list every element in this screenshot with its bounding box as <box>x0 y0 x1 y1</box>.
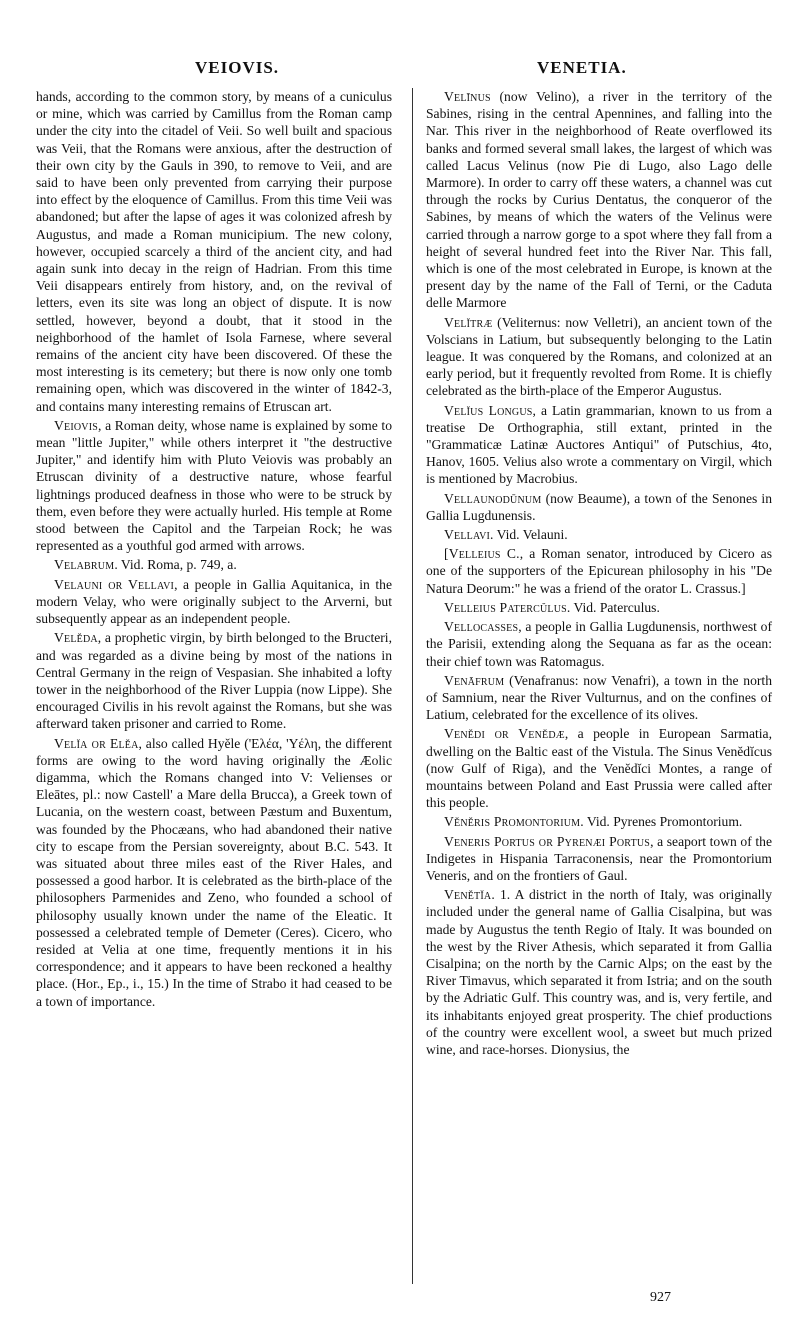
dictionary-entry <box>426 813 772 830</box>
entry-headword: Velĭus Longus <box>444 402 533 418</box>
dictionary-entry <box>426 88 772 312</box>
entry-text: , a Latin grammarian, known to us from a treatise De Orthographia, still extant, printed in the "Grammaticæ Latinæ Auctores Antiqui" of Putschius, 4to, Hanov, 1605. Velius also wrote a commentary on Virgil, which is mentioned by Macrobius. <box>426 402 772 487</box>
entry-headword: [Velleius C. <box>444 546 520 562</box>
dictionary-entry <box>36 556 392 573</box>
entry-text: (Veliternus: now Velletri), an ancient town of the Volscians in Latium, but subsequently belonging to the Latin league. It was conquered by the Romans, and colonized at an early period, but it frequently revolted from Rome. It is chiefly celebrated as the birth-place of the Emperor Augustus. <box>426 314 772 399</box>
text-columns <box>36 88 772 1298</box>
entry-headword: Velleius Patercŭlus <box>444 599 567 615</box>
entry-headword: Vellocasses <box>444 619 519 635</box>
dictionary-entry <box>426 618 772 670</box>
entry-text: (Venafranus: now Venafri), a town in the north of Samnium, near the River Vulturnus, and on the confines of Latium, celebrated for the excellence of its olives. <box>426 672 772 723</box>
dictionary-entry <box>36 629 392 732</box>
entry-headword: Velabrum <box>54 557 115 573</box>
entry-text: , also called Hyĕle ('Ελέα, 'Υέλη, the different forms are owing to the word having originally the Æolic digamma, which the Romans changed into V: Velienses or Eleātes, pl.: now Castell' a Mare della Brucca), a Greek town of Lucania, on the western coast, between Pæstum and Buxentum, was founded by the Phocæans, who had abandoned their native city to escape from the Persian sovereignty, about B.C. 543. It was situated about three miles east of the River Hales, and possessed a good harbor. It is celebrated as the birth-place of the philosophers Parmenides and Zeno, who founded a school of philosophy usually known under the name of the Eleatic. It possessed a celebrated temple of Demeter (Ceres). Cicero, who resided at Velia at one time, frequently mentions it in his correspondence; and it appears to have been reckoned a healthy place. (Hor., Ep., i., 15.) In the time of Strabo it had ceased to be a town of importance. <box>36 735 392 1009</box>
dictionary-entry <box>36 417 392 555</box>
dictionary-entry <box>426 833 772 885</box>
entry-text: , a people in Gallia Aquitanica, in the modern Velay, who were originally subject to the Arverni, but subsequently appear as an independent people. <box>36 576 393 627</box>
right-column <box>426 88 772 1060</box>
entry-text: , a people in Gallia Lugdunensis, northwest of the Parisii, extending along the Sequana as far as the ocean: their chief town was Ratomagus. <box>426 619 772 669</box>
dictionary-entry <box>36 735 392 1010</box>
dictionary-entry <box>426 526 772 543</box>
running-head-right: VENETIA. <box>537 58 627 77</box>
entry-headword: Vellaunodūnum <box>444 490 542 506</box>
entry-text: . Vid. Velauni. <box>490 527 568 543</box>
entry-headword: Venĕtĭa <box>444 887 492 903</box>
entry-text: . Vid. Roma, p. 749, a. <box>114 557 237 573</box>
left-column <box>36 88 392 1012</box>
entry-headword: Vĕnĕris Promontorium <box>444 814 581 830</box>
dictionary-entry <box>426 886 772 1058</box>
entry-text: , a Roman senator, introduced by Cicero as one of the supporters of the Epicurean philosophy in his "De Natura Deorum:" he was a friend of the orator L. Crassus.] <box>426 546 772 596</box>
page-number: 927 <box>650 1290 671 1305</box>
entry-headword: Venĕdi or Venĕdæ <box>444 726 565 742</box>
entry-headword: Velĭa or Elĕa <box>54 735 139 751</box>
entry-headword: Veneris Portus or Pyrenæi Portus <box>444 833 651 849</box>
dictionary-entry <box>426 314 772 400</box>
dictionary-entry <box>426 599 772 616</box>
running-head-left: VEIOVIS. <box>195 58 280 77</box>
entry-text: . 1. A district in the north of Italy, was originally included under the general name of Gallia Cisalpina, but was made by Augustus the tenth Regio of Italy. It was bounded on the west by the River Athesis, which separated it from Gallia Cisalpina; on the north by the Carnic Alps; on the east by the River Timavus, which separated it from Istria; and on the south by the Adriatic Gulf. This country was, and is, very fertile, and its inhabitants enjoyed great prosperity. The chief productions of the country were excellent wool, a sweet but much prized wine, and race-horses. Dionysius, the <box>426 887 772 1057</box>
dictionary-entry <box>426 672 772 724</box>
entry-text: , a prophetic virgin, by birth belonged to the Bructeri, and was regarded as a divine being by most of the nations in Central Germany in the reign of Vespasian. She inhabited a lofty tower in the neighborhood of the River Luppia (now Lippe). She encouraged Civilis in his revolt against the Romans, but she was afterward taken prisoner and carried to Rome. <box>36 630 392 732</box>
entry-text: hands, according to the common story, by means of a cuniculus or mine, which was carried by Camillus from the Roman camp under the city into the citadel of Veii. So well built and spacious was Veii, that the Romans were anxious, after the destruction of their own city by the Gauls in 390, to remove to Veii, and are said to have been only prevented from carrying their purpose into effect by the eloquence of Camillus. From this time Veii was abandoned; but after the lapse of ages it was colonized afresh by Augustus, and made a Roman municipium. The new colony, however, occupied scarcely a third of the ancient city, and had again sunk into decay in the reign of Hadrian. From this time Veii disappears entirely from history, and, on the revival of letters, even its site was long an object of dispute. It is now settled, however, beyond a doubt, that it stood in the neighborhood of the hamlet of Isola Farnese, where several remains of the ancient city have been discovered. Of these the most interesting is its cemetery; but there is now only one tomb remaining open, which was discovered in the winter of 1842-3, and contains many interesting remains of Etruscan art. <box>36 89 392 414</box>
entry-headword: Velĭtræ <box>444 314 493 330</box>
entry-headword: Velauni or Vellavi <box>54 576 175 592</box>
column-rule <box>412 88 413 1284</box>
entry-headword: Velīnus <box>444 89 491 104</box>
entry-text: . Vid. Paterculus. <box>566 599 660 615</box>
dictionary-entry <box>426 402 772 488</box>
entry-text: . Vid. Pyrenes Promontorium. <box>580 814 743 830</box>
dictionary-entry <box>36 576 392 628</box>
entry-headword: Velĕda <box>54 630 98 646</box>
entry-text: , a Roman deity, whose name is explained by some to mean "little Jupiter," while others interpret it "the destructive Jupiter," and identify him with Pluto Veiovis was probably an Etruscan divinity of a destructive nature, whose fearful lightnings produced deafness in those who were to be struck by them, even before they were actually hurled. His temple at Rome stood between the Capitol and the Tarpeian Rock; he was represented as a youthful god armed with arrows. <box>36 417 392 554</box>
entry-text: , a people in European Sarmatia, dwelling on the Baltic east of the Vistula. The Sinus Venĕdĭcus (now Gulf of Riga), and the Venĕdĭci Montes, a range of mountains between Poland and East Prussia were called after this people. <box>426 726 772 811</box>
dictionary-entry <box>36 88 392 415</box>
entry-text: , a seaport town of the Indigetes in Hispania Tarraconensis, near the Promontorium Veneris, and on the frontiers of Gaul. <box>426 833 772 883</box>
entry-headword: Venāfrum <box>444 672 505 688</box>
entry-headword: Vellavi <box>444 527 491 543</box>
entry-headword: Veiovis <box>54 417 98 433</box>
entry-text: (now Beaume), a town of the Senones in Gallia Lugdunensis. <box>426 490 772 523</box>
dictionary-entry <box>426 490 772 524</box>
dictionary-entry <box>426 545 772 597</box>
dictionary-entry <box>426 725 772 811</box>
entry-text: (now Velino), a river in the territory of the Sabines, rising in the central Apennines, and falling into the Nar. This river in the neighborhood of Reate overflowed its banks and formed several small lakes, the largest of which was called Lacus Velinus (now Pie di Lugo, also Lago delle Marmore). In order to carry off these waters, a channel was cut through the rocks by Curius Dentatus, the conqueror of the Sabines, by means of which the waters of the Velinus were carried through a narrow gorge to a spot where they fall from a height of several hundred feet into the River Nar. This fall, which is one of the most celebrated in Europe, is known at the present day by the name of the Fall of Terni, or the Caduta delle Marmore <box>426 89 772 311</box>
